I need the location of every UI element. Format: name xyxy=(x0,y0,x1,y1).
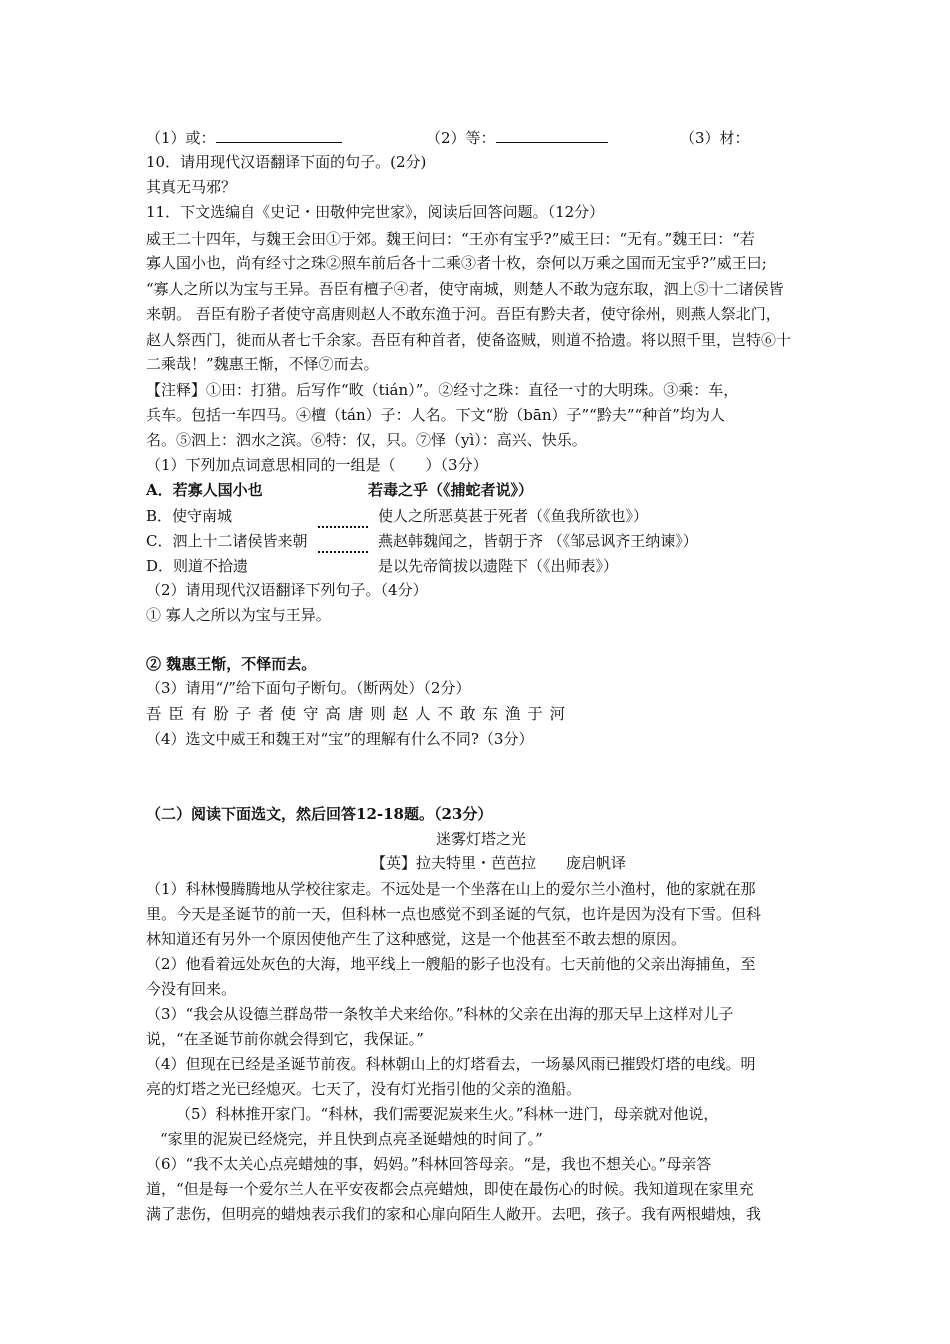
article-paragraph-line: 满了悲伤，但明亮的蜡烛表示我们的家和心扉向陌生人敞开。去吧，孩子。我有两根蜡烛，我 xyxy=(146,1205,762,1223)
q11-sub2-stem: （2）请用现代汉语翻译下列句子。（4分） xyxy=(146,581,428,599)
q11-notes-line: 【注释】①田：打猎。后写作“畋（tián）”。②经寸之珠：直径一寸的大明珠。③乘：车， xyxy=(146,381,739,399)
q11-sub1-option-d-right: 是以先帝简拔以遗陛下（《出师表》） xyxy=(378,557,619,575)
article-author: 【英】拉夫特里・芭芭拉 庞启帆译 xyxy=(371,854,627,872)
q11-passage-line: 威王二十四年，与魏王会田①于郊。魏王问曰：“王亦有宝乎?”威王曰：“无有。”魏王曰：“若 xyxy=(146,230,755,248)
article-paragraph-line: 里。今天是圣诞节的前一天，但科林一点也感觉不到圣诞的气氛，也许是因为没有下雪。但科 xyxy=(146,905,762,923)
article-paragraph-line: （3）“我会从设德兰群岛带一条牧羊犬来给你。”科林的父亲在出海的那天早上这样对儿子 xyxy=(146,1005,734,1023)
article-paragraph-line: （2）他看着远处灰色的大海，地平线上一艘船的影子也没有。七天前他的父亲出海捕鱼，至 xyxy=(146,955,756,973)
q9-item2 xyxy=(426,128,608,148)
q9-item1-blank[interactable] xyxy=(216,128,342,143)
article-paragraph-line: 今没有回来。 xyxy=(146,980,237,998)
q10-sentence: 其真无马邪？ xyxy=(146,178,237,196)
q9-item3-label: （3）材： xyxy=(680,129,750,147)
article-paragraph-line: 道，“但是每一个爱尔兰人在平安夜都会点亮蜡烛，即使在最伤心的时候。我知道现在家里充 xyxy=(146,1180,754,1198)
q11-sub1-option-a-right: 若毒之乎（《捕蛇者说》） xyxy=(368,481,534,499)
q11-sub1-option-c-right: 燕赵韩魏闻之，皆朝于齐 （《邹忌讽齐王纳谏》） xyxy=(378,532,698,550)
q11-notes-line: 名。⑤泗上：泗水之滨。⑥特：仅，只。⑦怿（yì）：高兴、快乐。 xyxy=(146,431,587,449)
article-paragraph-line: “家里的泥炭已经烧完，并且快到点亮圣诞蜡烛的时间了。” xyxy=(160,1130,543,1148)
q11-sub1-option-b-left: B．使守南城 xyxy=(146,507,233,525)
q11-sub3-sentence: 吾 臣 有 肦 子 者 使 守 高 唐 则 赵 人 不 敢 东 渔 于 河 xyxy=(146,705,567,723)
article-paragraph-line: 亮的灯塔之光已经熄灭。七天了，没有灯光指引他的父亲的渔船。 xyxy=(146,1080,582,1098)
q11-passage-line: 二乘哉！”魏惠王惭，不怿⑦而去。 xyxy=(146,355,379,373)
q11-passage-line: 赵人祭西门，徙而从者七千余家。吾臣有种首者，使备盗贼，则道不拾遗。将以照千里，岂特⑥十 xyxy=(146,331,792,349)
q11-passage-line: 来朝。 吾臣有肦子者使守高唐则赵人不敢东渔于河。吾臣有黔夫者，使守徐州，则燕人祭北门， xyxy=(146,305,781,323)
q11-sub3-stem: （3）请用“/”给下面句子断句。（断两处）（2分） xyxy=(146,679,471,697)
q9-item2-blank[interactable] xyxy=(496,128,608,143)
q10-stem: 10．请用现代汉语翻译下面的句子。(2分) xyxy=(146,153,427,171)
q11-passage-line: 寡人国小也，尚有经寸之珠②照车前后各十二乘③者十枚，奈何以万乘之国而无宝乎?”威王曰; xyxy=(146,254,767,272)
emphasis-dots xyxy=(318,526,368,528)
article-paragraph-line: 林知道还有另外一个原因使他产生了这种感觉，这是一个他甚至不敢去想的原因。 xyxy=(146,930,687,948)
q9-item2-label: （2）等： xyxy=(426,129,496,147)
q11-sub1-option-a-left: A．若寡人国小也 xyxy=(146,481,263,499)
article-paragraph-line: （6）“我不太关心点亮蜡烛的事，妈妈。”科林回答母亲。“是，我也不想关心。”母亲答 xyxy=(146,1155,712,1173)
emphasis-dots xyxy=(318,551,368,553)
section2-heading: （二）阅读下面选文，然后回答12-18题。（23分） xyxy=(146,805,493,823)
q11-sub1-option-c-left: C．泗上十二诸侯皆来朝 xyxy=(146,532,308,550)
q11-passage-line: “寡人之所以为宝与王异。吾臣有檀子④者，使守南城，则楚人不敢为寇东取，泗上⑤十二诸侯皆 xyxy=(146,280,784,298)
q9-item1-label: （1）或： xyxy=(146,129,216,147)
q11-sub4-stem: （4）选文中威王和魏王对“宝”的理解有什么不同?（3分） xyxy=(146,730,534,748)
q11-sub1-stem: （1）下列加点词意思相同的一组是（ ）（3分） xyxy=(146,456,488,474)
q9-item3 xyxy=(680,128,750,148)
q11-stem: 11．下文选编自《史记・田敬仲完世家》，阅读后回答问题。（12分） xyxy=(146,203,605,221)
article-paragraph-line: （5）科林推开家门。“科林，我们需要泥炭来生火。”科林一进门，母亲就对他说， xyxy=(176,1105,719,1123)
q11-sub1-option-d-left: D．则道不拾遗 xyxy=(146,557,249,575)
article-paragraph-line: （4）但现在已经是圣诞节前夜。科林朝山上的灯塔看去，一场暴风雨已摧毁灯塔的电线。明 xyxy=(146,1055,756,1073)
article-paragraph-line: （1）科林慢腾腾地从学校往家走。不远处是一个坐落在山上的爱尔兰小渔村，他的家就在那 xyxy=(146,880,756,898)
q11-sub2-sentence1: ① 寡人之所以为宝与王异。 xyxy=(146,606,331,624)
article-paragraph-line: 说，“在圣诞节前你就会得到它，我保证。” xyxy=(146,1030,424,1048)
q11-sub1-option-b-right: 使人之所恶莫甚于死者（《鱼我所欲也》） xyxy=(378,507,649,525)
article-title: 迷雾灯塔之光 xyxy=(436,830,527,848)
q9-fill-line xyxy=(146,128,342,148)
q11-notes-line: 兵车。包括一车四马。④檀（tán）子：人名。下文“肦（bān）子”“黔夫”“种首”均为人 xyxy=(146,406,725,424)
q11-sub2-sentence2: ② 魏惠王惭，不怿而去。 xyxy=(146,655,317,673)
